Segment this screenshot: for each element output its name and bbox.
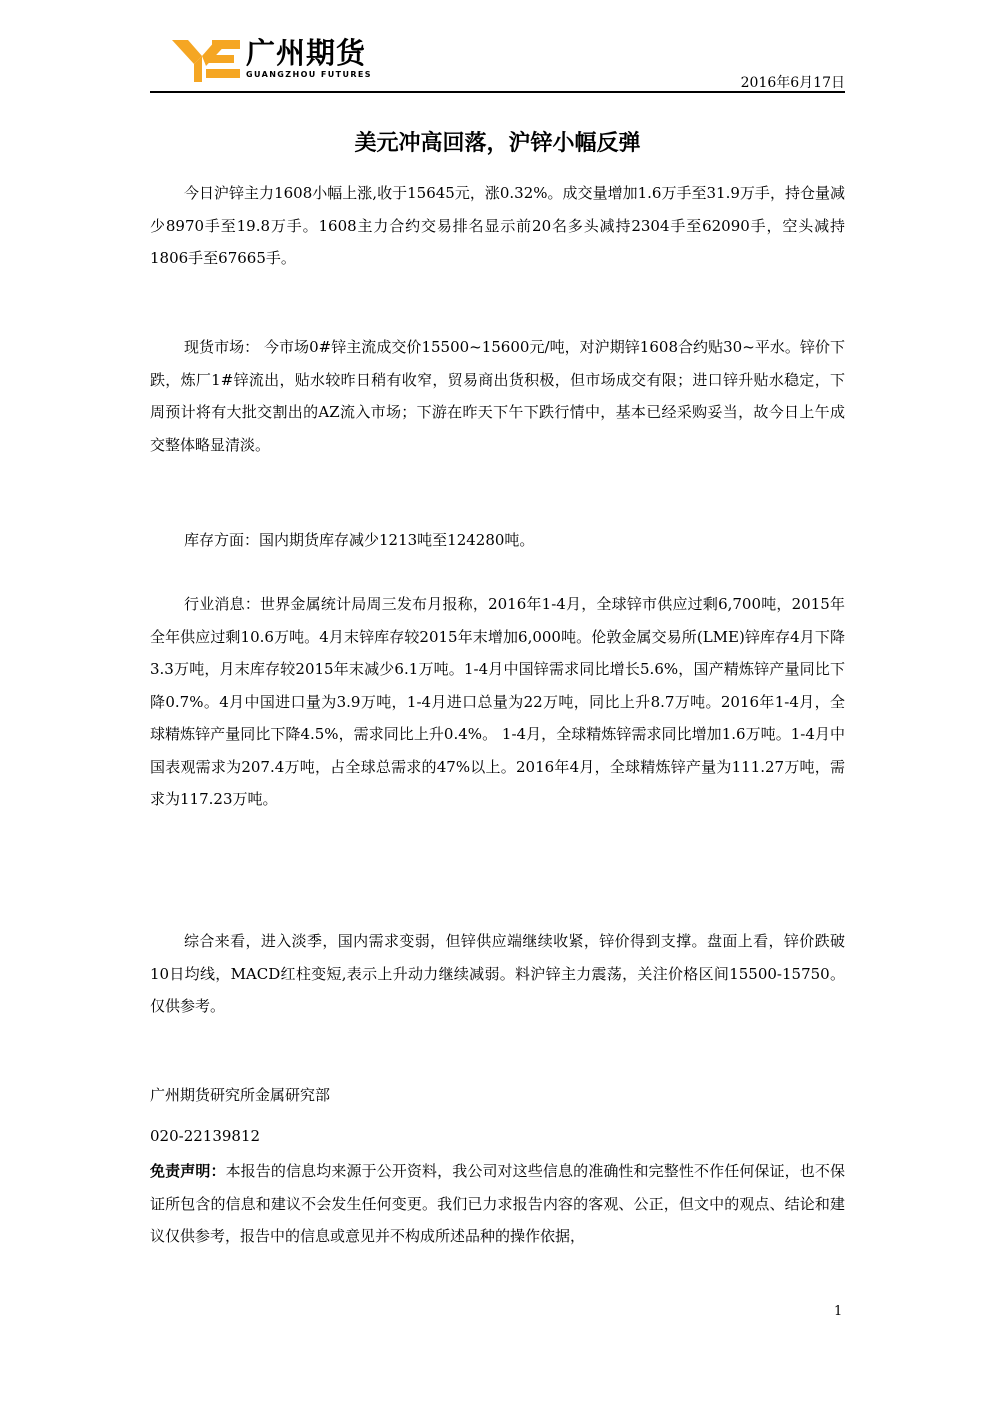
company-name-en: GUANGZHOU FUTURES	[246, 70, 372, 79]
company-logo-icon	[172, 36, 242, 82]
industry-news-paragraph: 行业消息：世界金属统计局周三发布月报称，2016年1-4月，全球锌市供应过剩6,700吨，2015年全年供应过剩10.6万吨。4月末锌库存较2015年末增加6,000吨。伦敦金属交易所(LME)锌库存4月下降3.3万吨，月末库存较2015年末减少6.1万吨。1-4月中国锌需求同比增长5.6%，国产精炼锌产量同比下降0.7%。4月中国进口量为3.9万吨，1-4月进口总量为22万吨，同比上升8.7万吨。2016年1-4月，全球精炼锌产量同比下降4.5%，需求同比上升0.4%。 1-4月，全球精炼锌需求同比增加1.6万吨。1-4月中国表观需求为207.4万吨，占全球总需求的47%以上。2016年4月，全球精炼锌产量为111.27万吨，需求为117.23万吨。	[150, 595, 845, 808]
page-header	[150, 36, 845, 94]
summary-paragraph: 今日沪锌主力1608小幅上涨,收于15645元，涨0.32%。成交量增加1.6万手至31.9万手，持仓量减少8970手至19.8万手。1608主力合约交易排名显示前20名多头减持2304手至62090手，空头减持1806手至67665手。	[150, 184, 845, 267]
header-divider	[150, 91, 845, 93]
inventory-paragraph: 库存方面：国内期货库存减少1213吨至124280吨。	[184, 531, 535, 549]
report-title: 美元冲高回落，沪锌小幅反弹	[354, 131, 641, 156]
disclaimer-label: 免责声明：	[150, 1162, 226, 1180]
phone-line: 020-22139812	[150, 1127, 261, 1145]
disclaimer-paragraph	[150, 1155, 845, 1253]
spot-market-paragraph: 现货市场： 今市场0#锌主流成交价15500~15600元/吨，对沪期锌1608合约贴30~平水。锌价下跌，炼厂1#锌流出，贴水较昨日稍有收窄，贸易商出货积极，但市场成交有限；进口锌升贴水稳定，下周预计将有大批交割出的AZ流入市场；下游在昨天下午下跌行情中，基本已经采购妥当，故今日上午成交整体略显清淡。	[150, 338, 845, 454]
disclaimer-text: 本报告的信息均来源于公开资料，我公司对这些信息的准确性和完整性不作任何保证，也不保证所包含的信息和建议不会发生任何变更。我们已力求报告内容的客观、公正，但文中的观点、结论和建议仅供参考，报告中的信息或意见并不构成所述品种的操作依据，	[150, 1162, 845, 1245]
department-line: 广州期货研究所金属研究部	[150, 1086, 331, 1104]
conclusion-paragraph: 综合来看，进入淡季，国内需求变弱，但锌供应端继续收紧，锌价得到支撑。盘面上看，锌价跌破10日均线，MACD红柱变短,表示上升动力继续减弱。料沪锌主力震荡，关注价格区间15500-15750。仅供参考。	[150, 932, 845, 1015]
report-date: 2016年6月17日	[740, 75, 845, 91]
company-name-cn: 广州期货	[246, 36, 367, 70]
page-number: 1	[834, 1304, 843, 1319]
